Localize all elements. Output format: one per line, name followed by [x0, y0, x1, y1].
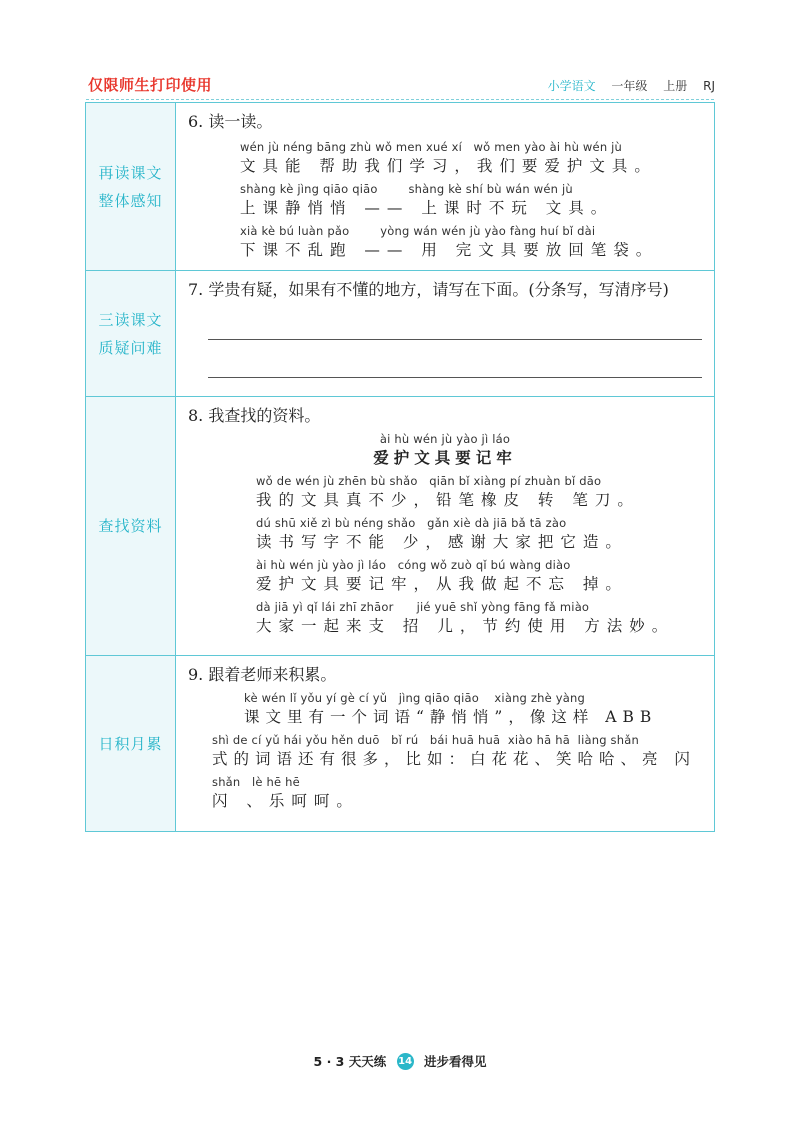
- poem-title-pinyin: ài hù wén jù yào jì láo: [379, 432, 511, 446]
- section-label-line: 整体感知: [98, 191, 163, 210]
- hanzi-line: 式的词语还有很多，比如：白花花、笑哈哈、亮 闪: [212, 750, 696, 768]
- section-research: [86, 397, 714, 656]
- question-8: 8. 我查找的资料。: [188, 406, 321, 425]
- pinyin-line: xià kè bú luàn pǎo yòng wán wén jù yào fàng huí bǐ dài: [240, 224, 596, 238]
- section-label-cell: [86, 103, 176, 270]
- section-accumulate: [86, 656, 714, 831]
- section-label-line: 再读课文: [98, 163, 163, 182]
- section-label: [98, 306, 162, 362]
- footer-slogan: 进步看得见: [423, 1054, 487, 1069]
- answer-line-1[interactable]: [208, 339, 702, 340]
- section-label: [98, 730, 162, 758]
- page-footer: [0, 1052, 800, 1070]
- section-content: [176, 656, 714, 831]
- hanzi-line: 爱护文具要记牢，从我做起不忘 掉。: [256, 575, 628, 593]
- section-reread: [86, 103, 714, 271]
- footer-series: 5 · 3 天天练: [313, 1054, 387, 1069]
- pinyin-line: dú shū xiě zì bù néng shǎo gǎn xiè dà jiā bǎ tā zào: [256, 516, 567, 530]
- pinyin-line: shàng kè jìng qiāo qiāo shàng kè shí bù wán wén jù: [240, 182, 573, 196]
- poem-title: 爱护文具要记牢: [373, 449, 517, 467]
- pinyin-line: ài hù wén jù yào jì láo cóng wǒ zuò qǐ bú wàng diào: [256, 558, 571, 572]
- pinyin-line: wǒ de wén jù zhēn bù shǎo qiān bǐ xiàng pí zhuàn bǐ dāo: [256, 474, 602, 488]
- book-info: [548, 77, 715, 94]
- section-label: [98, 512, 162, 540]
- edition-label: RJ: [703, 79, 715, 93]
- question-6: 6. 读一读。: [188, 112, 273, 131]
- section-content: [176, 103, 714, 270]
- section-label-line: 三读课文: [98, 310, 163, 329]
- answer-line-2[interactable]: [208, 377, 702, 378]
- section-label-cell: [86, 271, 176, 396]
- hanzi-line: 我的文具真不少，铅笔橡皮 转 笔刀。: [256, 491, 640, 509]
- pinyin-line: shǎn lè hē hē: [212, 775, 300, 789]
- worksheet-table: [85, 102, 715, 832]
- term-label: 上册: [663, 79, 688, 93]
- question-7: 7. 学贵有疑，如果有不懂的地方，请写在下面。(分条写，写清序号): [188, 280, 669, 299]
- pinyin-line: shì de cí yǔ hái yǒu hěn duō bǐ rú bái huā huā xiào hā hā liàng shǎn: [212, 733, 639, 747]
- section-label-line: 日积月累: [98, 734, 163, 753]
- section-label-cell: [86, 656, 176, 831]
- section-label-cell: [86, 397, 176, 655]
- section-question: [86, 271, 714, 397]
- pinyin-line: dà jiā yì qǐ lái zhī zhāor jié yuē shǐ yòng fāng fǎ miào: [256, 600, 590, 614]
- section-label-line: 质疑问难: [98, 338, 163, 357]
- hanzi-line: 课文里有一个词语“静悄悄”，像这样 ABB: [244, 708, 658, 726]
- grade-label: 一年级: [611, 79, 648, 93]
- section-label-line: 查找资料: [98, 517, 163, 535]
- hanzi-line: 读书写字不能 少，感谢大家把它造。: [256, 533, 628, 551]
- question-9: 9. 跟着老师来积累。: [188, 665, 337, 684]
- hanzi-line: 上课静悄悄 —— 上课时不玩 文具。: [240, 199, 614, 217]
- hanzi-line: 大家一起来支 招 儿，节约使用 方法妙。: [256, 617, 675, 635]
- header-divider: [86, 99, 714, 100]
- subject-label: 小学语文: [547, 79, 596, 93]
- section-content: [176, 271, 714, 396]
- page-number-badge: 14: [397, 1053, 414, 1070]
- hanzi-line: 文具能 帮助我们学习，我们要爱护文具。: [240, 157, 657, 175]
- print-notice: 仅限师生打印使用: [88, 76, 213, 94]
- section-content: [176, 397, 714, 655]
- hanzi-line: 闪 、乐呵呵。: [212, 792, 359, 810]
- pinyin-line: wén jù néng bāng zhù wǒ men xué xí wǒ men yào ài hù wén jù: [240, 140, 623, 154]
- hanzi-line: 下课不乱跑 —— 用 完文具要放回笔袋。: [240, 241, 659, 259]
- section-label: [98, 159, 162, 215]
- pinyin-line: kè wén lǐ yǒu yí gè cí yǔ jìng qiāo qiāo xiàng zhè yàng: [244, 691, 586, 705]
